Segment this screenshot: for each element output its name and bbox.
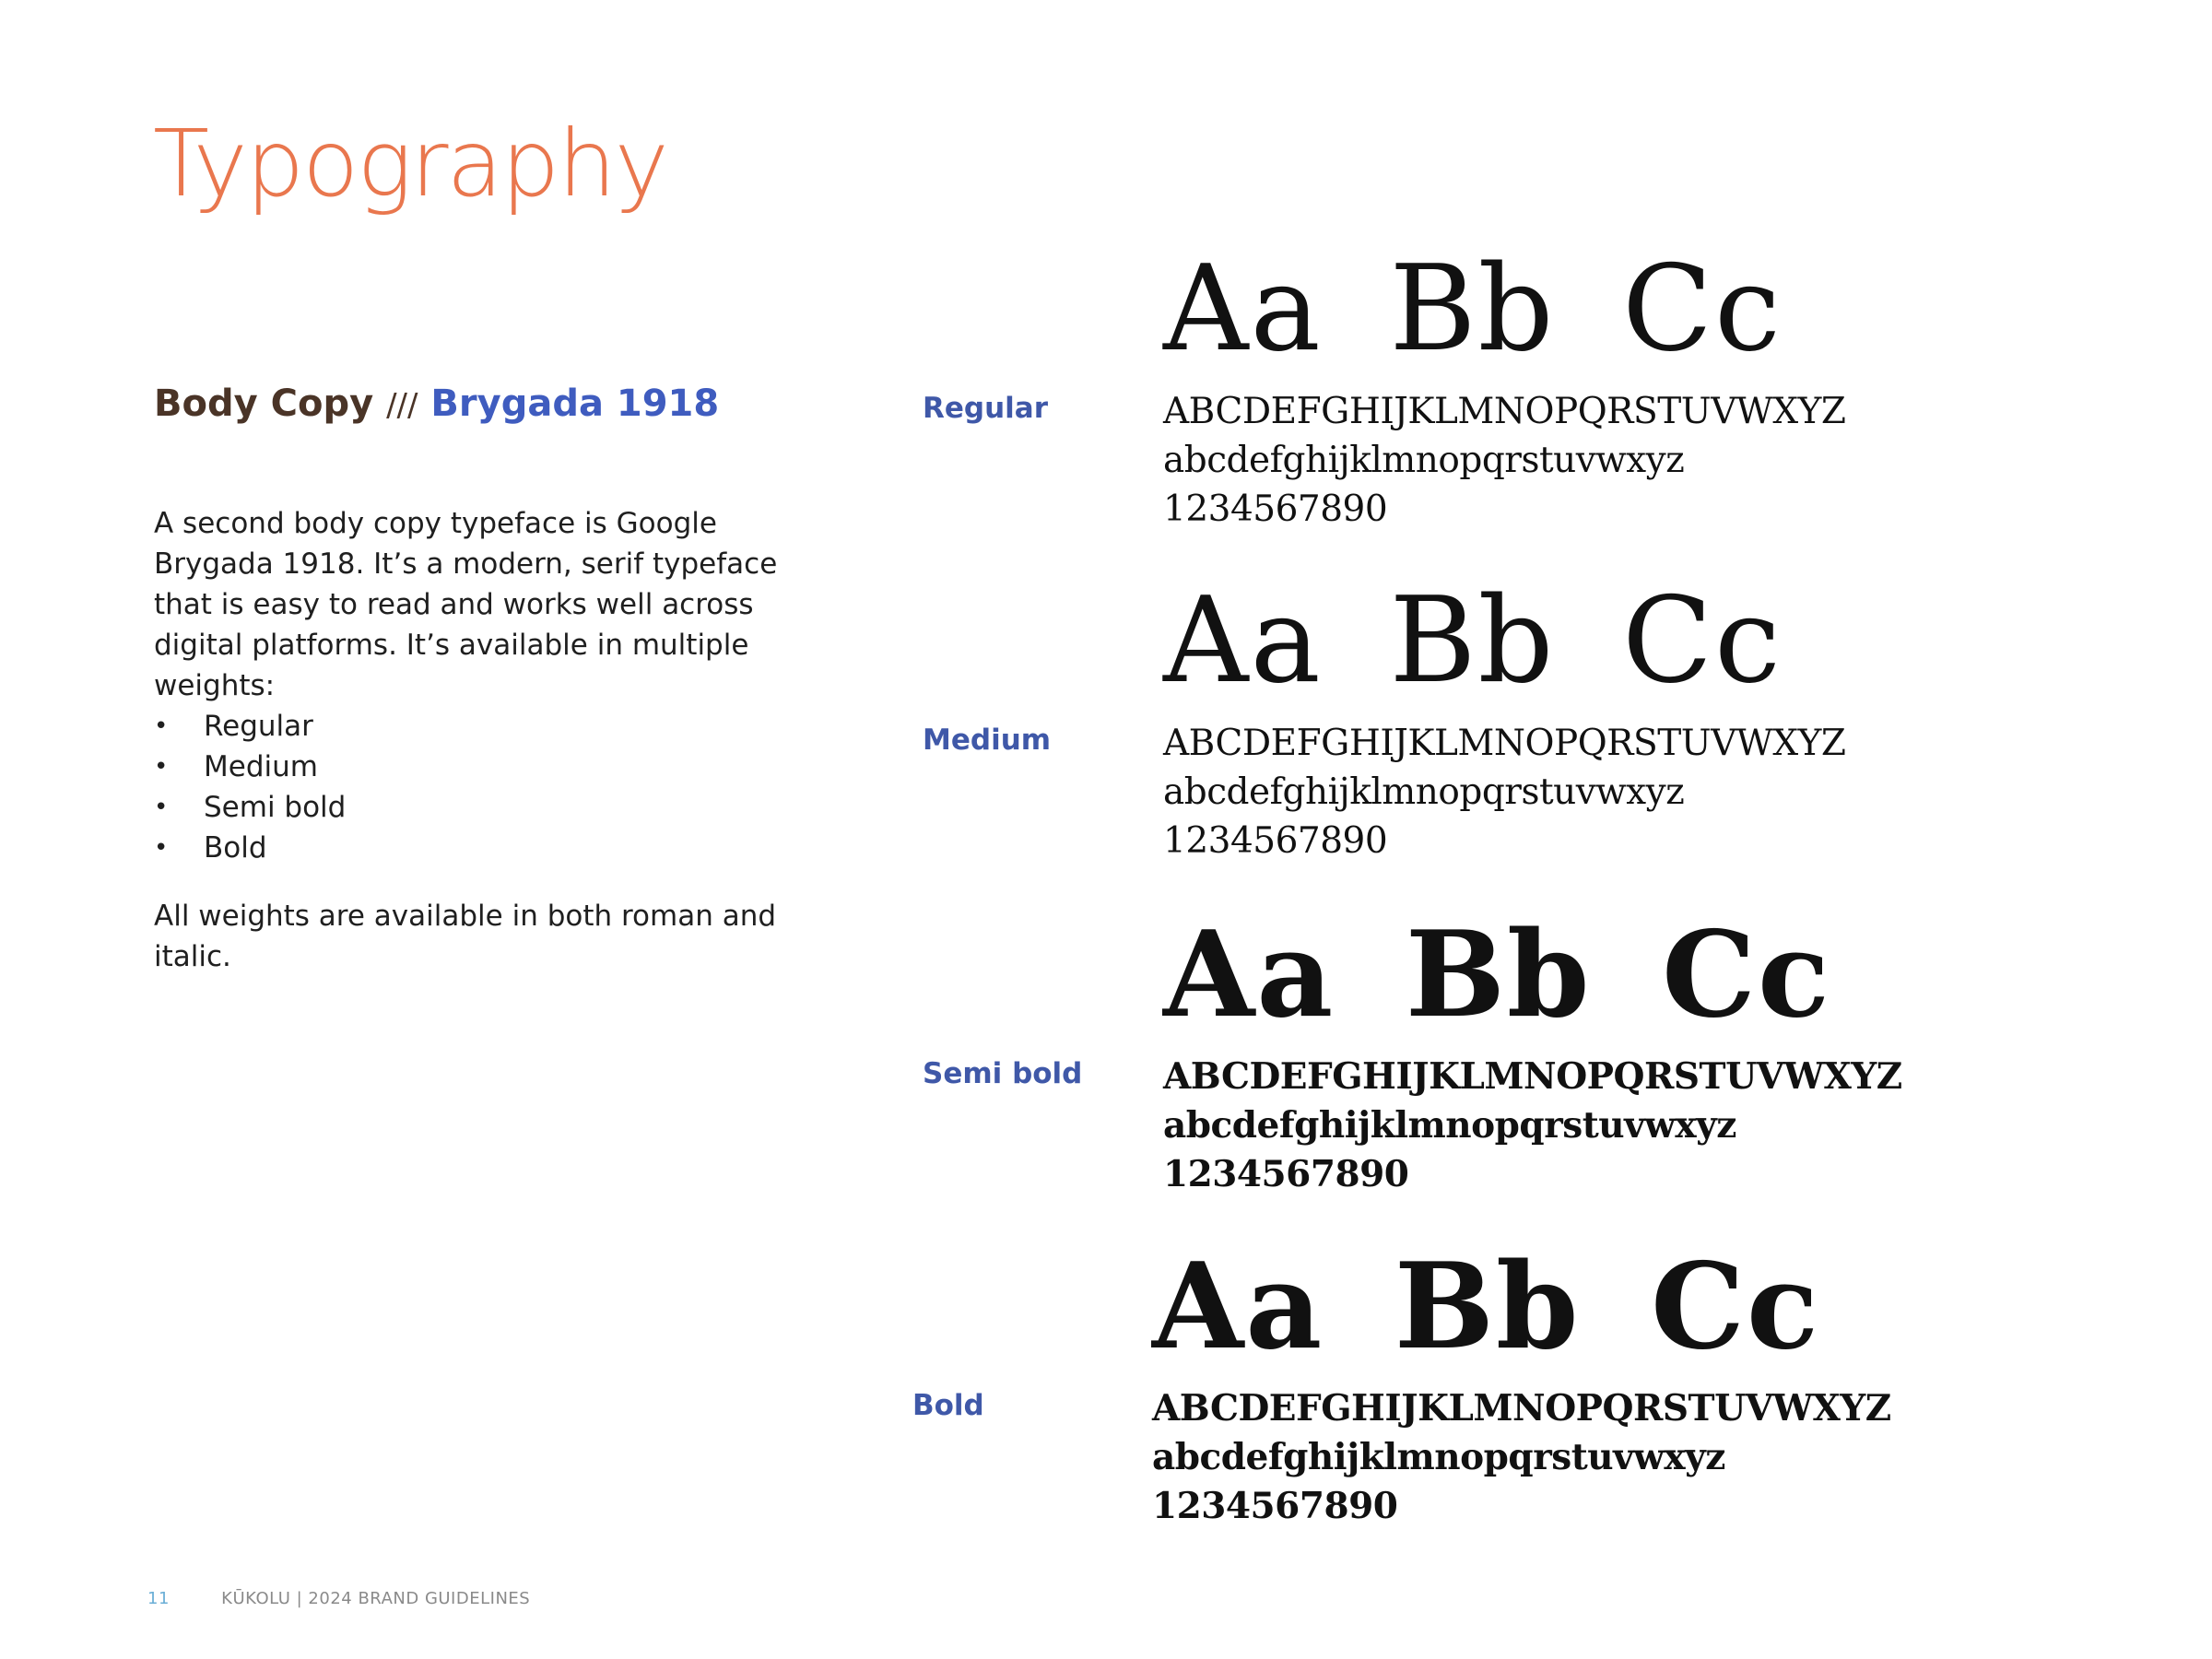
bullet-icon: • bbox=[154, 712, 169, 740]
specimen-lowercase: abcdefghijklmnopqrstuvwxyz bbox=[1163, 1104, 1736, 1147]
specimen-lowercase: abcdefghijklmnopqrstuvwxyz bbox=[1152, 1436, 1725, 1478]
list-item-label: Bold bbox=[204, 831, 267, 865]
weight-label-bold: Bold bbox=[912, 1389, 984, 1422]
list-item-label: Regular bbox=[204, 710, 313, 743]
bullet-icon: • bbox=[154, 834, 169, 862]
specimen-regular bbox=[1163, 241, 1846, 534]
specimen-bold bbox=[1152, 1238, 1891, 1531]
specimen-lowercase: abcdefghijklmnopqrstuvwxyz bbox=[1163, 440, 1685, 481]
specimen-display: Aa Bb Cc bbox=[1163, 906, 1831, 1044]
specimen-semibold bbox=[1163, 906, 1902, 1199]
subhead-primary: Body Copy bbox=[154, 382, 374, 425]
bullet-icon: • bbox=[154, 794, 169, 821]
specimen-digits: 1234567890 bbox=[1152, 1485, 1398, 1527]
specimen-uppercase: ABCDEFGHIJKLMNOPQRSTUVWXYZ bbox=[1152, 1387, 1891, 1430]
page-number: 11 bbox=[147, 1589, 170, 1608]
weight-label-semibold: Semi bold bbox=[923, 1057, 1083, 1090]
specimen-digits: 1234567890 bbox=[1163, 1153, 1409, 1195]
page-footer bbox=[147, 1589, 530, 1608]
specimen-lowercase: abcdefghijklmnopqrstuvwxyz bbox=[1163, 771, 1685, 813]
footer-text: KŪKOLU | 2024 BRAND GUIDELINES bbox=[221, 1589, 531, 1608]
weight-label-regular: Regular bbox=[923, 392, 1048, 425]
list-item bbox=[154, 787, 781, 828]
outro-paragraph: All weights are available in both roman and italic. bbox=[154, 900, 777, 973]
specimen-display: Aa Bb Cc bbox=[1163, 241, 1783, 378]
weight-label-medium: Medium bbox=[923, 724, 1052, 757]
intro-paragraph: A second body copy typeface is Google Brygada 1918. It’s a modern, serif typeface that is easy to read and works well across digital platforms. It’s available in multiple weights: bbox=[154, 507, 778, 702]
specimen-display: Aa Bb Cc bbox=[1152, 1238, 1820, 1376]
specimen-uppercase: ABCDEFGHIJKLMNOPQRSTUVWXYZ bbox=[1163, 391, 1846, 432]
body-description bbox=[154, 503, 781, 977]
list-item-label: Medium bbox=[204, 750, 318, 783]
weights-list bbox=[154, 706, 781, 868]
page-title: Typography bbox=[153, 110, 667, 218]
specimen-digits: 1234567890 bbox=[1163, 820, 1388, 862]
subhead-separator: /// bbox=[386, 387, 418, 424]
list-item-label: Semi bold bbox=[204, 791, 347, 824]
bullet-icon: • bbox=[154, 753, 169, 781]
specimen-display: Aa Bb Cc bbox=[1163, 572, 1783, 710]
list-item bbox=[154, 747, 781, 787]
subhead-typeface: Brygada 1918 bbox=[430, 382, 720, 425]
specimen-uppercase: ABCDEFGHIJKLMNOPQRSTUVWXYZ bbox=[1163, 1055, 1902, 1098]
list-item bbox=[154, 706, 781, 747]
specimen-medium bbox=[1163, 572, 1846, 865]
specimen-uppercase: ABCDEFGHIJKLMNOPQRSTUVWXYZ bbox=[1163, 723, 1846, 764]
list-item bbox=[154, 828, 781, 868]
section-subhead bbox=[154, 382, 720, 425]
specimen-digits: 1234567890 bbox=[1163, 488, 1388, 530]
